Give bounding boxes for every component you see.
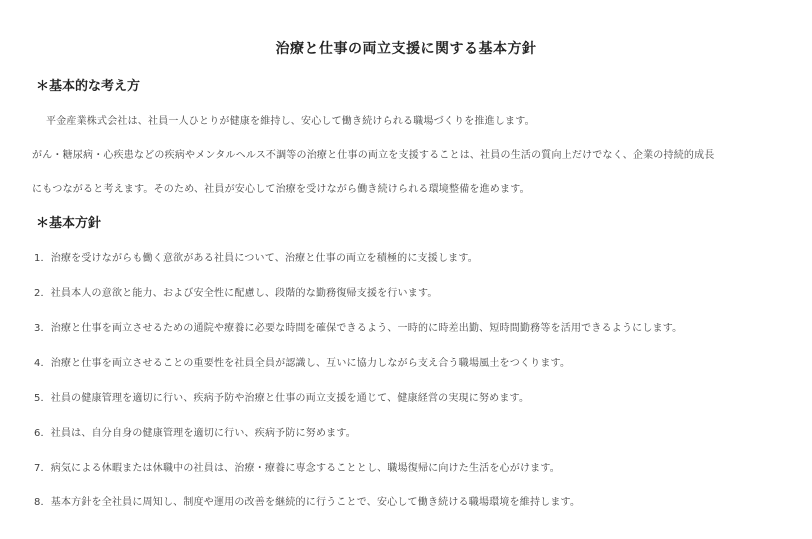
section-heading-basic-thinking: ＊基本的な考え方 <box>36 79 141 94</box>
policy-item-6: 6．社員は、自分自身の健康管理を適切に行い、疾病予防に努めます。 <box>34 428 356 439</box>
paragraph-line-1: 平金産業株式会社は、社員一人ひとりが健康を維持し、安心して働き続けられる職場づくりを推進します。 <box>46 116 535 127</box>
paragraph-line-2: がん・糖尿病・心疾患などの疾病やメンタルヘルス不調等の治療と仕事の両立を支援することは、社員の生活の質向上だけでなく、企業の持続的成長 <box>32 150 715 161</box>
section-heading-basic-policy: ＊基本方針 <box>36 216 102 231</box>
policy-item-3: 3．治療と仕事を両立させるための通院や療養に必要な時間を確保できるよう、一時的に時差出勤、短時間勤務等を活用できるようにします。 <box>34 323 683 334</box>
policy-item-1: 1．治療を受けながらも働く意欲がある社員について、治療と仕事の両立を積極的に支援します。 <box>34 253 478 264</box>
policy-item-7: 7．病気による休暇または休職中の社員は、治療・療養に専念することとし、職場復帰に向けた生活を心がけます。 <box>34 463 560 474</box>
policy-item-2: 2．社員本人の意欲と能力、および安全性に配慮し、段階的な勤務復帰支援を行います。 <box>34 288 438 299</box>
policy-item-4: 4．治療と仕事を両立させることの重要性を社員全員が認識し、互いに協力しながら支え合う職場風土をつくります。 <box>34 358 571 369</box>
paragraph-line-3: にもつながると考えます。そのため、社員が安心して治療を受けながら働き続けられる環境整備を進めます。 <box>32 184 530 195</box>
policy-item-8: 8．基本方針を全社員に周知し、制度や運用の改善を継続的に行うことで、安心して働き続ける職場環境を維持します。 <box>34 497 581 508</box>
policy-item-5: 5．社員の健康管理を適切に行い、疾病予防や治療と仕事の両立支援を通じて、健康経営の実現に努めます。 <box>34 393 530 404</box>
document-title: 治療と仕事の両立支援に関する基本方針 <box>275 41 537 57</box>
